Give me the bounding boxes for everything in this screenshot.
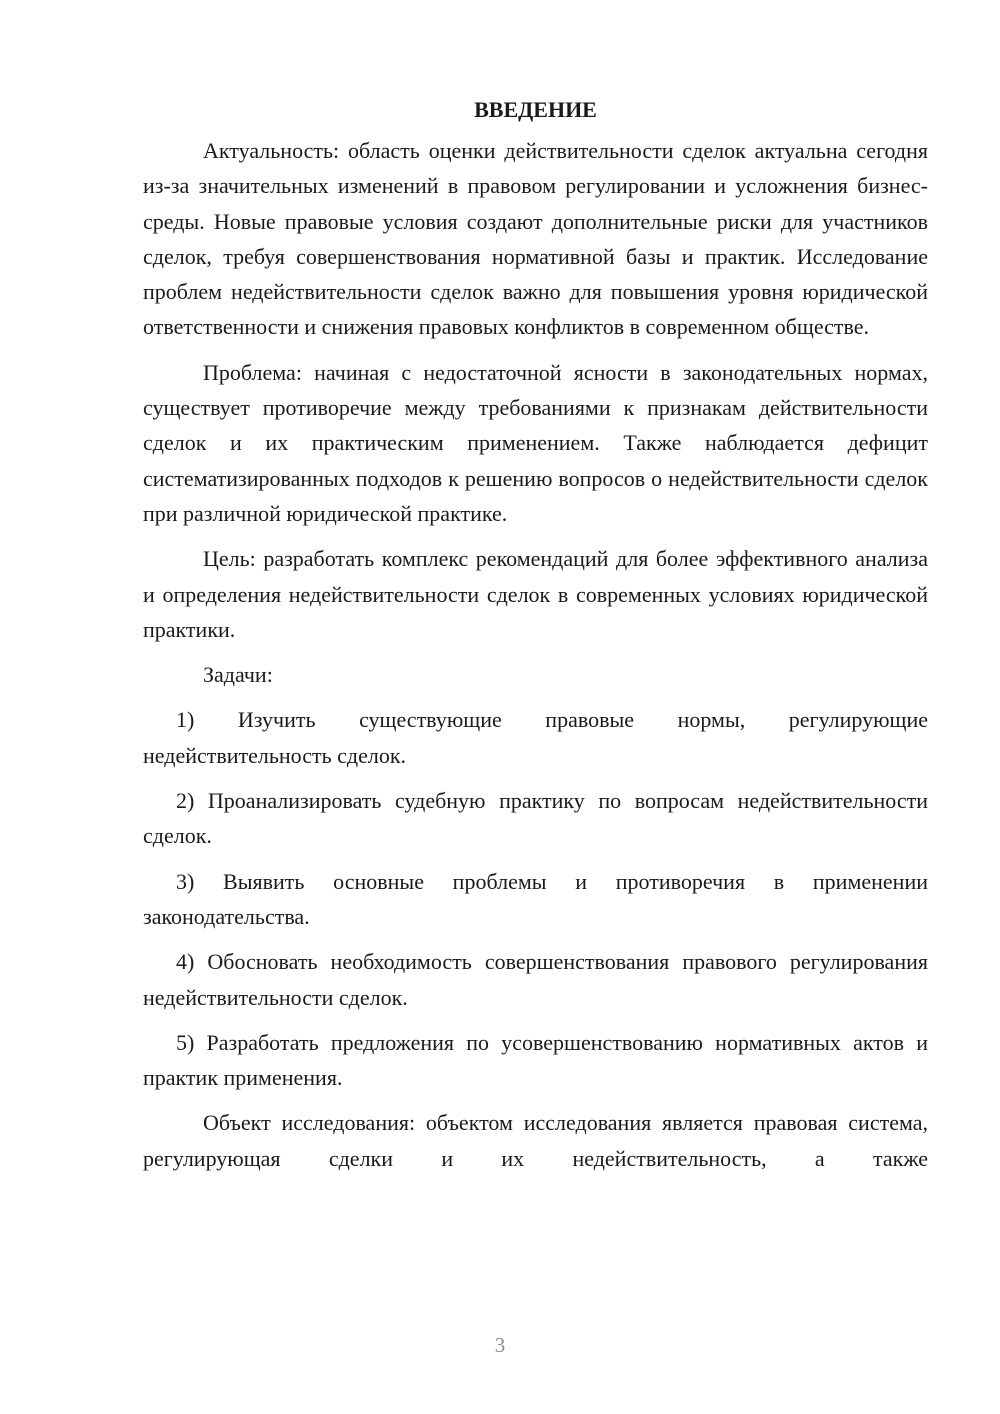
page-heading: ВВЕДЕНИЕ — [474, 97, 597, 122]
paragraph-object: Объект исследования: объектом исследования является правовая система, регулирующая сделки и их недействительность, а также — [143, 1110, 928, 1171]
task-item-1: 1) Изучить существующие правовые нормы, регулирующие недействительность сделок. — [143, 707, 928, 768]
task-item-5: 5) Разработать предложения по усовершенствованию нормативных актов и практик применения. — [143, 1029, 928, 1091]
task-item-2: 2) Проанализировать судебную практику по вопросам недействительности сделок. — [143, 788, 928, 849]
page-content — [143, 92, 928, 1186]
paragraph-problem: Проблема: начиная с недостаточной ясности в законодательных нормах, существует противоречие между требованиями к признакам действительности сделок и их практическим применением. Также наблюдается дефицит систематизированных подходов к решению вопросов о недействительности сделок при различной юридической практике. — [143, 359, 928, 526]
paragraph-goal: Цель: разработать комплекс рекомендаций для более эффективного анализа и определения недействительности сделок в современных условиях юридической практики. — [143, 546, 928, 642]
paragraph-relevance: Актуальность: область оценки действительности сделок актуальна сегодня из-за значительных изменений в правовом регулировании и усложнения бизнес-среды. Новые правовые условия создают дополнительные риски для участников сделок, требуя совершенствования нормативной базы и практик. Исследование проблем недействительности сделок важно для повышения уровня юридической ответственности и снижения правовых конфликтов в современном обществе. — [143, 138, 928, 340]
tasks-label: Задачи: — [203, 662, 273, 688]
page-number: 3 — [494, 1333, 506, 1357]
task-item-4: 4) Обосновать необходимость совершенствования правового регулирования недействительности сделок. — [143, 949, 928, 1010]
task-item-3: 3) Выявить основные проблемы и противоречия в применении законодательства. — [143, 868, 928, 929]
